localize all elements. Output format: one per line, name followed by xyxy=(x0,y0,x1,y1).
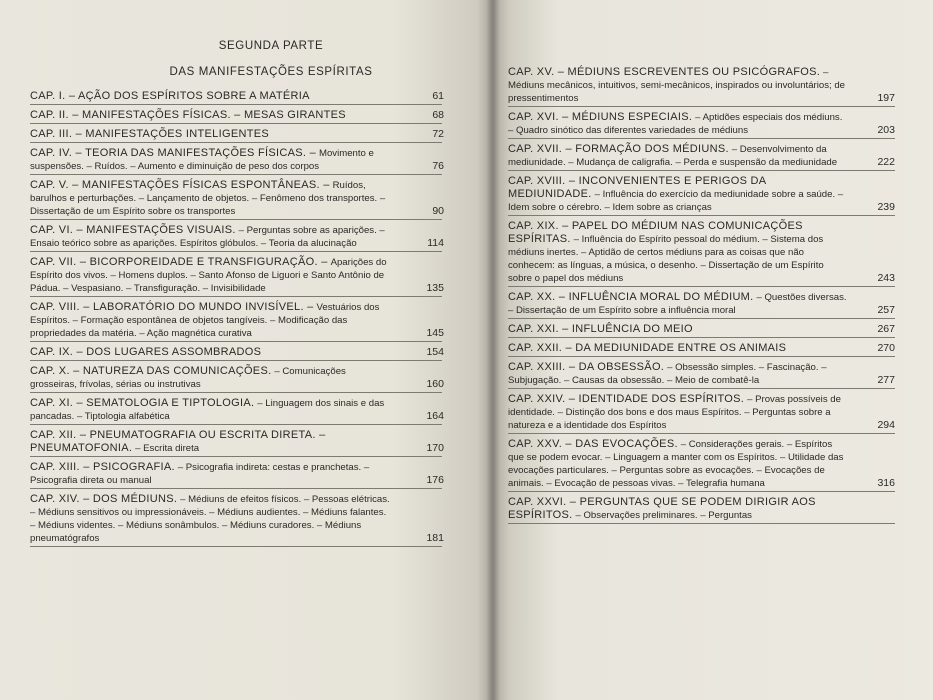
toc-entry xyxy=(508,291,895,319)
page-number: 160 xyxy=(426,378,444,390)
toc-entry xyxy=(30,109,442,124)
chapter-subtopics: Ruídos, barulhos e perturbações. – Lançamento de objetos. – Fenômeno dos transportes. – Dissertação de um Espírito sobre os transportes xyxy=(30,180,386,217)
chapter-heading: CAP. XXI. – INFLUÊNCIA DO MEIO xyxy=(508,323,693,335)
page-number: 164 xyxy=(426,410,444,422)
chapter-heading: CAP. XIX. – PAPEL DO MÉDIUM NAS COMUNICAÇÕES ESPÍRITAS. xyxy=(508,220,803,245)
page-number: 243 xyxy=(877,272,895,284)
page-number: 114 xyxy=(427,237,444,249)
toc-entry xyxy=(30,461,442,489)
chapter-subtopics: – Psicografia indireta: cestas e pranchetas. – Psicografia direta ou manual xyxy=(30,462,370,486)
chapter-heading: CAP. XIV. – DOS MÉDIUNS. xyxy=(30,493,178,505)
toc-entry xyxy=(30,365,442,393)
chapter-heading: CAP. XX. – INFLUÊNCIA MORAL DO MÉDIUM. xyxy=(508,291,754,303)
toc-entry xyxy=(508,393,895,434)
chapter-subtopics: – Médiuns de efeitos físicos. – Pessoas elétricas. – Médiuns sensitivos ou impressionáveis. – Médiuns audientes. – Médiuns falantes. – Médiuns videntes. – Médiuns sonâmbulos. – Médiuns curadores. – Médiuns pneumatógrafos xyxy=(30,494,390,544)
page-number: 267 xyxy=(877,323,895,335)
chapter-heading: CAP. XV. – MÉDIUNS ESCREVENTES OU PSICÓGRAFOS. xyxy=(508,66,821,78)
right-page xyxy=(492,0,933,700)
chapter-heading: CAP. XI. – SEMATOLOGIA E TIPTOLOGIA. xyxy=(30,397,255,409)
page-number: 181 xyxy=(426,532,444,544)
chapter-heading: CAP. IX. – DOS LUGARES ASSOMBRADOS xyxy=(30,346,262,358)
chapter-heading: CAP. XVI. – MÉDIUNS ESPECIAIS. xyxy=(508,111,693,123)
left-toc-list xyxy=(30,90,442,547)
toc-entry xyxy=(30,493,442,547)
chapter-heading: CAP. VIII. – LABORATÓRIO DO MUNDO INVISÍVEL. – xyxy=(30,301,314,313)
chapter-subtopics: – Observações preliminares. – Perguntas xyxy=(575,510,752,521)
page-number: 76 xyxy=(432,160,444,172)
chapter-heading: CAP. X. – NATUREZA DAS COMUNICAÇÕES. xyxy=(30,365,272,377)
toc-entry xyxy=(508,175,895,216)
page-number: 170 xyxy=(426,442,444,454)
page-number: 277 xyxy=(877,374,895,386)
toc-entry xyxy=(508,323,895,338)
page-number: 176 xyxy=(426,474,444,486)
chapter-subtopics: Aparições do Espírito dos vivos. – Homens duplos. – Santo Afonso de Liguori e Santo Antônio de Pádua. – Vespasiano. – Transfiguração. – Invisibilidade xyxy=(30,257,387,294)
chapter-heading: CAP. XVII. – FORMAÇÃO DOS MÉDIUNS. xyxy=(508,143,729,155)
toc-entry xyxy=(508,220,895,287)
section-title: DAS MANIFESTAÇÕES ESPÍRITAS xyxy=(169,66,373,78)
chapter-heading: CAP. XXV. – DAS EVOCAÇÕES. xyxy=(508,438,678,450)
chapter-heading: CAP. XXII. – DA MEDIUNIDADE ENTRE OS ANIMAIS xyxy=(508,342,787,354)
page-number: 257 xyxy=(877,304,895,316)
chapter-subtopics: – Obsessão simples. – Fascinação. – Subjugação. – Causas da obsessão. – Meio de combatê-la xyxy=(508,362,827,386)
toc-entry xyxy=(508,342,895,357)
page-number: 197 xyxy=(877,92,895,104)
toc-entry xyxy=(30,147,442,175)
chapter-subtopics: – Aptidões especiais dos médiuns. – Quadro sinótico das diferentes variedades de médiuns xyxy=(508,112,843,136)
chapter-heading: CAP. VI. – MANIFESTAÇÕES VISUAIS. xyxy=(30,224,236,236)
right-toc-list xyxy=(508,66,895,524)
toc-entry xyxy=(508,111,895,139)
chapter-subtopics: – Influência do Espírito pessoal do médium. – Sistema dos médiuns inertes. – Aptidão de certos médiuns para as coisas que não conhecem: as línguas, a música, o desenho. – Dissertação de um Espírito sobre o papel dos médiuns xyxy=(508,234,824,284)
chapter-heading: CAP. I. – AÇÃO DOS ESPÍRITOS SOBRE A MATÉRIA xyxy=(30,90,310,102)
chapter-heading: CAP. XII. – PNEUMATOGRAFIA OU ESCRITA DIRETA. – PNEUMATOFONIA. xyxy=(30,429,326,454)
toc-entry xyxy=(30,397,442,425)
chapter-subtopics: – Linguagem dos sinais e das pancadas. – Tiptologia alfabética xyxy=(30,398,385,422)
toc-entry xyxy=(508,361,895,389)
chapter-heading: CAP. IV. – TEORIA DAS MANIFESTAÇÕES FÍSICAS. – xyxy=(30,147,317,159)
chapter-heading: CAP. XIII. – PSICOGRAFIA. xyxy=(30,461,175,473)
chapter-heading: CAP. XXIII. – DA OBSESSÃO. xyxy=(508,361,665,373)
page-number: 68 xyxy=(432,109,444,121)
toc-entry xyxy=(30,224,442,252)
part-title: SEGUNDA PARTE xyxy=(218,40,324,52)
toc-entry xyxy=(30,90,442,105)
chapter-subtopics: – Desenvolvimento da mediunidade. – Mudança de caligrafia. – Perda e suspensão da mediunidade xyxy=(508,144,838,168)
chapter-heading: CAP. XXVI. – PERGUNTAS QUE SE PODEM DIRIGIR AOS ESPÍRITOS. xyxy=(508,496,816,521)
toc-entry xyxy=(508,496,895,524)
page-number: 294 xyxy=(877,419,895,431)
chapter-heading: CAP. XXIV. – IDENTIDADE DOS ESPÍRITOS. xyxy=(508,393,745,405)
chapter-subtopics: Vestuários dos Espíritos. – Formação espontânea de objetos tangíveis. – Modificação das propriedades da matéria. – Ação magnética curativa xyxy=(30,302,380,339)
page-number: 145 xyxy=(426,327,444,339)
page-number: 316 xyxy=(877,477,895,489)
page-number: 203 xyxy=(877,124,895,136)
page-number: 61 xyxy=(432,90,444,102)
toc-entry xyxy=(508,66,895,107)
page-number: 222 xyxy=(877,156,895,168)
page-number: 135 xyxy=(426,282,444,294)
chapter-heading: CAP. V. – MANIFESTAÇÕES FÍSICAS ESPONTÂNEAS. – xyxy=(30,179,330,191)
chapter-subtopics: Movimento e suspensões. – Ruídos. – Aumento e diminuição de peso dos corpos xyxy=(30,148,374,172)
toc-entry xyxy=(30,301,442,342)
book-gutter xyxy=(486,0,500,700)
chapter-subtopics: – Comunicações grosseiras, frívolas, sérias ou instrutivas xyxy=(30,366,346,390)
chapter-heading: CAP. II. – MANIFESTAÇÕES FÍSICAS. – MESAS GIRANTES xyxy=(30,109,346,121)
chapter-heading: CAP. XVIII. – INCONVENIENTES E PERIGOS DA MEDIUNIDADE. xyxy=(508,175,766,200)
chapter-subtopics: – Médiuns mecânicos, intuitivos, semi-mecânicos, inspirados ou involuntários; de pressentimentos xyxy=(508,67,846,104)
page-number: 270 xyxy=(877,342,895,354)
toc-entry xyxy=(30,256,442,297)
page-number: 154 xyxy=(426,346,444,358)
toc-entry xyxy=(508,143,895,171)
toc-entry xyxy=(30,429,442,457)
toc-entry xyxy=(30,128,442,143)
chapter-subtopics: – Considerações gerais. – Espíritos que se podem evocar. – Linguagem a manter com os Espíritos. – Utilidade das evocações particulares. – Perguntas sobre as evocações. – Evocações de animais. – Evocação de pessoas vivas. – Telegrafia humana xyxy=(508,439,844,489)
chapter-subtopics: – Provas possíveis de identidade. – Distinção dos bons e dos maus Espíritos. – Perguntas sobre a natureza e a identidade dos Espíritos xyxy=(508,394,841,431)
toc-entry xyxy=(30,179,442,220)
chapter-subtopics: – Influência do exercício da mediunidade sobre a saúde. – Idem sobre o cérebro. – Idem sobre as crianças xyxy=(508,189,844,213)
page-number: 239 xyxy=(877,201,895,213)
toc-entry xyxy=(508,438,895,492)
toc-entry xyxy=(30,346,442,361)
page-number: 90 xyxy=(432,205,444,217)
chapter-subtopics: – Escrita direta xyxy=(135,443,200,454)
chapter-subtopics: – Perguntas sobre as aparições. – Ensaio teórico sobre as aparições. Espíritos glóbulos. – Teoria da alucinação xyxy=(30,225,385,249)
chapter-subtopics: – Questões diversas. – Dissertação de um Espírito sobre a influência moral xyxy=(508,292,847,316)
chapter-heading: CAP. III. – MANIFESTAÇÕES INTELIGENTES xyxy=(30,128,269,140)
page-number: 72 xyxy=(432,128,444,140)
chapter-heading: CAP. VII. – BICORPOREIDADE E TRANSFIGURAÇÃO. – xyxy=(30,256,328,268)
